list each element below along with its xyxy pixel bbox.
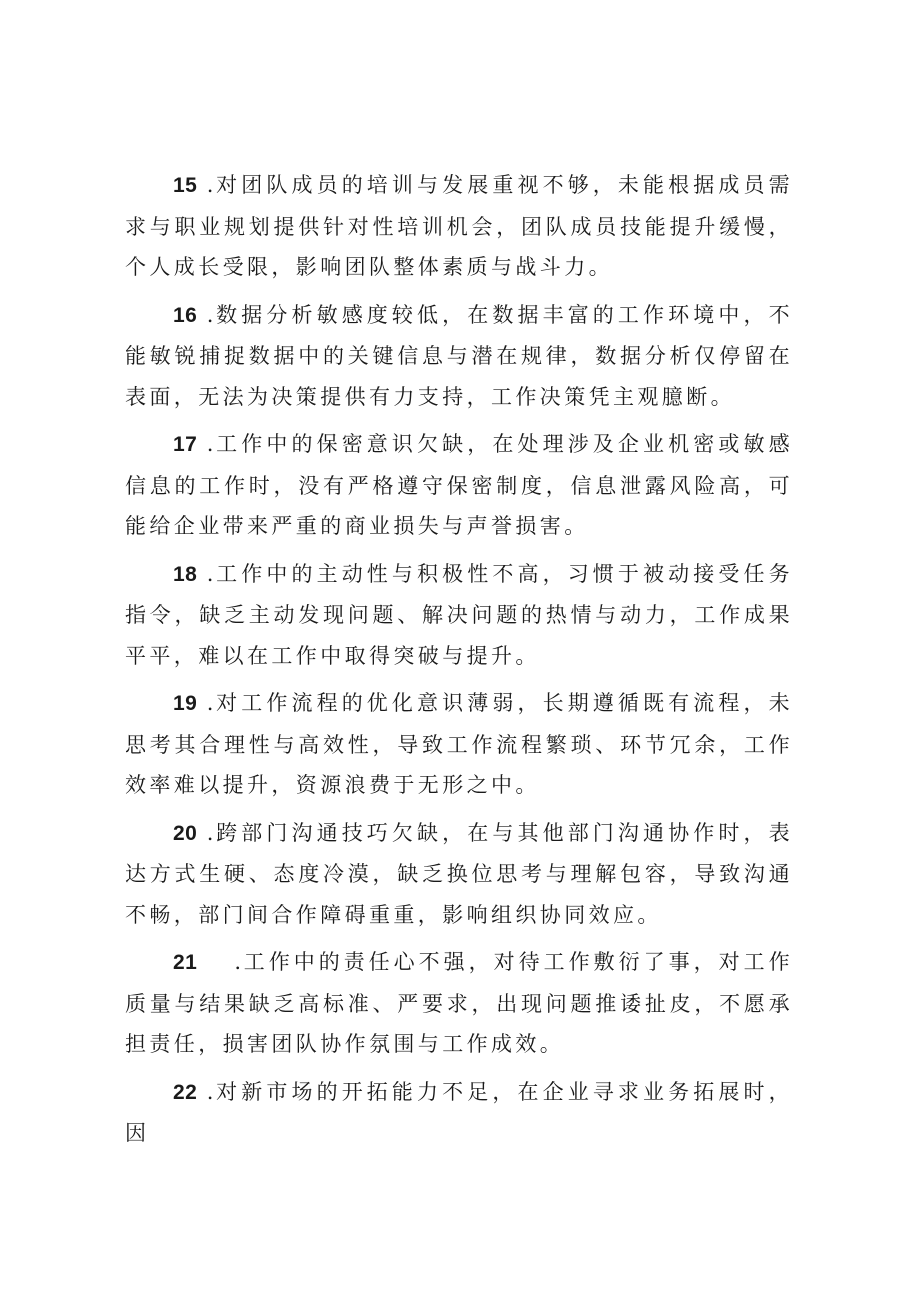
list-item [125, 295, 793, 418]
item-separator: . [197, 432, 216, 456]
item-number: 16 [173, 303, 198, 327]
item-separator: . [197, 950, 244, 974]
item-separator: . [197, 561, 216, 586]
list-item [125, 165, 793, 288]
item-text: 对团队成员的培训与发展重视不够，未能根据成员需求与职业规划提供针对性培训机会，团队成员技能提升缓慢，个人成长受限，影响团队整体素质与战斗力。 [125, 173, 793, 279]
item-separator: . [197, 820, 216, 845]
item-text: 工作中的保密意识欠缺，在处理涉及企业机密或敏感信息的工作时，没有严格遵守保密制度，信息泄露风险高，可能给企业带来严重的商业损失与声誉损害。 [125, 432, 793, 538]
list-item [125, 554, 793, 677]
item-number: 20 [173, 821, 198, 845]
list-item [125, 813, 793, 936]
item-number: 21 [173, 951, 198, 974]
item-number: 17 [173, 433, 198, 456]
item-separator: . [197, 1079, 216, 1104]
list-item [125, 942, 793, 1065]
item-number: 19 [173, 692, 198, 715]
list-item [125, 1072, 793, 1154]
list-item [125, 683, 793, 806]
item-text: 工作中的主动性与积极性不高，习惯于被动接受任务指令，缺乏主动发现问题、解决问题的热情与动力，工作成果平平，难以在工作中取得突破与提升。 [125, 561, 793, 668]
document-page [125, 165, 793, 1161]
item-text: 对工作流程的优化意识薄弱，长期遵循既有流程，未思考其合理性与高效性，导致工作流程繁琐、环节冗余，工作效率难以提升，资源浪费于无形之中。 [125, 691, 793, 797]
item-number: 18 [173, 562, 198, 586]
item-separator: . [197, 173, 216, 197]
item-text: 跨部门沟通技巧欠缺，在与其他部门沟通协作时，表达方式生硬、态度冷漠，缺乏换位思考与理解包容，导致沟通不畅，部门间合作障碍重重，影响组织协同效应。 [125, 820, 793, 927]
item-separator: . [197, 691, 216, 715]
list-item [125, 424, 793, 547]
item-number: 22 [173, 1080, 198, 1104]
item-text: 数据分析敏感度较低，在数据丰富的工作环境中，不能敏锐捕捉数据中的关键信息与潜在规律，数据分析仅停留在表面，无法为决策提供有力支持，工作决策凭主观臆断。 [125, 302, 793, 409]
item-separator: . [197, 302, 216, 327]
item-text: 对新市场的开拓能力不足，在企业寻求业务拓展时，因 [125, 1079, 793, 1145]
item-number: 15 [173, 174, 198, 197]
item-text: 工作中的责任心不强，对待工作敷衍了事，对工作质量与结果缺乏高标准、严要求，出现问题推诿扯皮，不愿承担责任，损害团队协作氛围与工作成效。 [125, 950, 793, 1056]
